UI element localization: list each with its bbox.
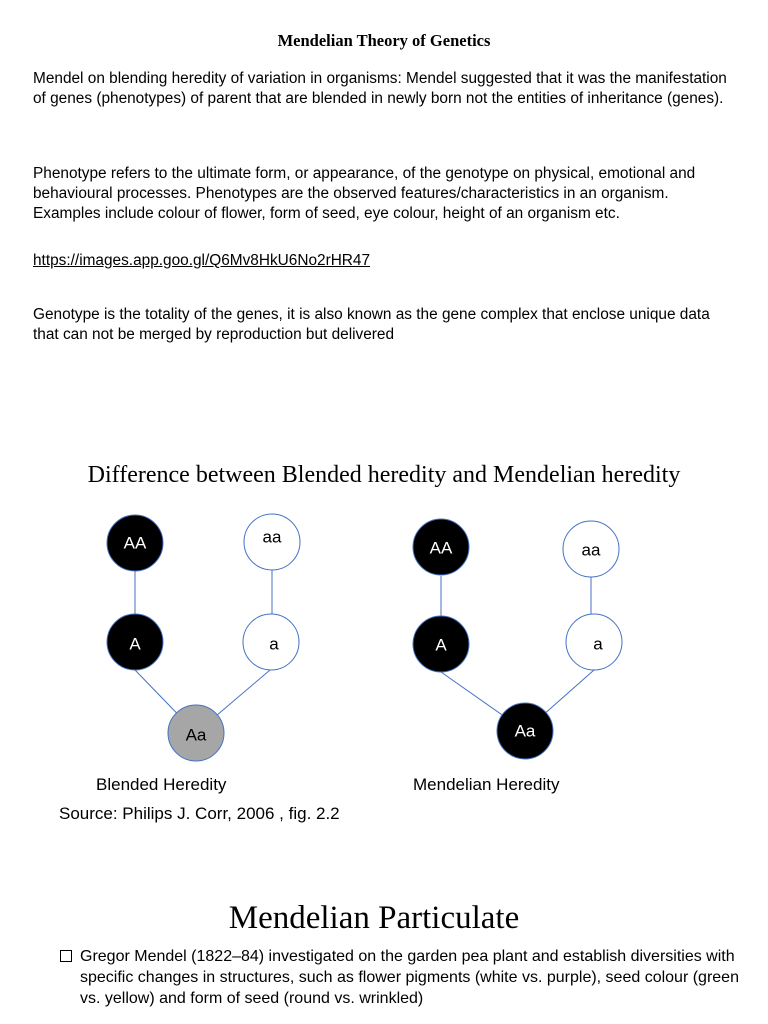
blended-offspring-node <box>168 705 224 761</box>
blended-gamete2-node <box>243 614 299 670</box>
paragraph-blending-heredity: Mendel on blending heredity of variation in organisms: Mendel suggested that it was the manifestation of genes (phenotypes) of parent that are blended in newly born not the entities of inheritance (genes). <box>33 70 727 107</box>
paragraph-phenotype: Phenotype refers to the ultimate form, or appearance, of the genotype on physical, emotional and behavioural processes. Phenotypes are the observed features/characteristics in an organism. Examples include colour of flower, form of seed, eye colour, height of an organism etc. <box>33 165 696 222</box>
mendelian-offspring-node <box>497 703 553 759</box>
mendelian-gamete2-label: a <box>593 634 603 654</box>
mendelian-parent2-label: aa <box>581 540 601 560</box>
paragraph-genotype: Genotype is the totality of the genes, it is also known as the gene complex that enclose unique data that can not be merged by reproduction but delivered <box>33 306 710 343</box>
source-citation: Source: Philips J. Corr, 2006 , fig. 2.2 <box>59 804 340 823</box>
blended-parent2-node <box>244 514 300 570</box>
mendelian-caption: Mendelian Heredity <box>413 775 560 794</box>
blended-gamete1-node <box>107 614 163 670</box>
blended-parent1-node <box>107 515 163 571</box>
image-link[interactable]: https://images.app.goo.gl/Q6Mv8HkU6No2rHR47 <box>33 252 371 269</box>
blended-gamete2-label: a <box>269 634 279 654</box>
bullet-text: Gregor Mendel (1822–84) investigated on the garden pea plant and establish diversities with specific changes in structures, such as flower pigments (white vs. purple), seed colour (green vs. yellow) and form of seed (round vs. wrinkled) <box>80 948 739 1007</box>
document-title: Mendelian Theory of Genetics <box>277 31 491 50</box>
heredity-diagram <box>0 500 768 830</box>
section-heading: Mendelian Particulate <box>228 900 520 936</box>
mendelian-offspring-label: Aa <box>514 721 536 741</box>
blended-parent1-label: AA <box>123 533 147 553</box>
mendelian-parent1-node <box>413 519 469 575</box>
blended-parent2-label: aa <box>262 527 282 547</box>
mendelian-parent1-label: AA <box>429 538 453 558</box>
blended-gamete1-label: A <box>129 634 141 654</box>
checkbox-bullet-icon <box>60 950 72 962</box>
blended-offspring-label: Aa <box>185 725 207 745</box>
diagram-heading: Difference between Blended heredity and Mendelian heredity <box>87 462 681 488</box>
mendelian-gamete1-node <box>413 616 469 672</box>
mendelian-parent2-node <box>563 521 619 577</box>
mendelian-gamete1-label: A <box>435 635 447 655</box>
mendelian-gamete2-node <box>566 614 622 670</box>
blended-caption: Blended Heredity <box>96 775 227 794</box>
